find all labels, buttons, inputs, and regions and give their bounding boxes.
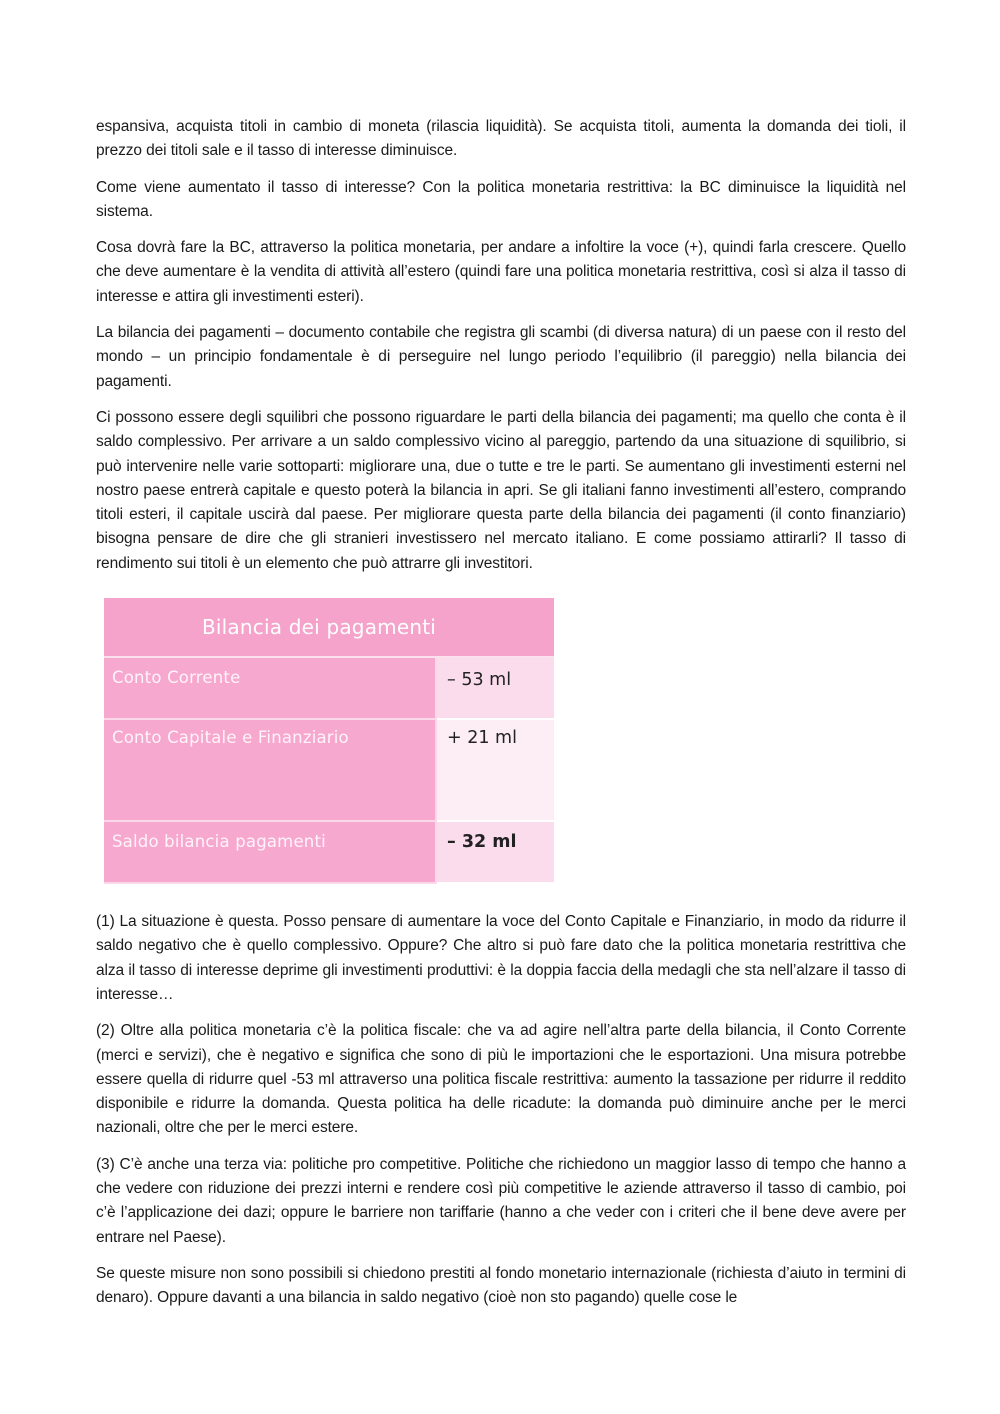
paragraph-1: espansiva, acquista titoli in cambio di moneta (rilascia liquidità). Se acquista titoli, aumenta la domanda dei tioli, il prezzo dei titoli sale e il tasso di interesse diminuisce.: [96, 118, 906, 160]
table-title: Bilancia dei pagamenti: [104, 598, 554, 657]
row-value-conto-corrente: – 53 ml: [436, 657, 554, 719]
table-row: [104, 821, 554, 883]
balance-of-payments-figure: [104, 598, 554, 884]
table-row: [104, 657, 554, 719]
row-label-conto-corrente: Conto Corrente: [104, 657, 436, 719]
paragraph-5: Ci possono essere degli squilibri che possono riguardare le parti della bilancia dei pagamenti; ma quello che conta è il saldo complessivo. Per arrivare a un saldo complessivo vicino al pareggio, partendo da una situazione di squilibrio, si può intervenire nelle varie sottoparti: migliorare una, due o tutte e tre le parti. Se aumentano gli investimenti esterni nel nostro paese entrerà capitale e questo poterà la bilancia in apri. Se gli italiani fanno investimenti all’estero, comprando titoli esteri, il capitale uscirà dal paese. Per migliorare questa parte della bilancia dei pagamenti (il conto finanziario) bisogna pensare de dire che gli stranieri investissero nel mercato italiano. E come possiamo attirarli? Il tasso di rendimento sui titoli è un elemento che può attrarre gli investitori.: [96, 408, 906, 572]
document-page: [96, 115, 906, 1323]
paragraph-4: La bilancia dei pagamenti – documento contabile che registra gli scambi (di diversa natura) di un paese con il resto del mondo – un principio fondamentale è di perseguire nel lungo periodo l’equilibrio (il pareggio) nella bilancia dei pagamenti.: [96, 324, 906, 390]
table-row: [104, 719, 554, 821]
paragraph-9: Se queste misure non sono possibili si chiedono prestiti al fondo monetario internazionale (richiesta d’aiuto in termini di denaro). Oppure davanti a una bilancia in saldo negativo (cioè non sto pagando) quelle cose le: [96, 1264, 906, 1307]
row-value-conto-capitale: + 21 ml: [436, 719, 554, 821]
paragraph-8: (3) C’è anche una terza via: politiche pro competitive. Politiche che richiedono un maggior lasso di tempo che hanno a che vedere con riduzione dei prezzi interni e rendere così più competitive le aziende attraverso il tasso di cambio, poi c’è l’applicazione dei dazi; oppure le barriere non tariffarie (hanno a che veder con i criteri che il bene deve avere per entrare nel Paese).: [96, 1155, 906, 1246]
paragraph-6: (1) La situazione è questa. Posso pensare di aumentare la voce del Conto Capitale e Finanziario, in modo da ridurre il saldo negativo che è quello complessivo. Oppure? Che altro si può fare dato che la politica monetaria restrittiva che alza il tasso di interesse deprime gli investimenti produttivi: è la doppia faccia della medagli che sta nell’alzare il tasso di interesse…: [96, 913, 906, 1003]
row-label-conto-capitale: Conto Capitale e Finanziario: [104, 719, 436, 821]
paragraph-2: Come viene aumentato il tasso di interesse? Con la politica monetaria restrittiva: la BC diminuisce la liquidità nel sistema.: [96, 178, 906, 220]
paragraph-7: (2) Oltre alla politica monetaria c’è la politica fiscale: che va ad agire nell’altra parte della bilancia, il Conto Corrente (merci e servizi), che è negativo e significa che sono di più le importazioni che le esportazioni. Una misura potrebbe essere quella di ridurre quel -53 ml attraverso una politica fiscale restrittiva: aumento la tassazione per ridurre il reddito disponibile e ridurre la domanda. Questa politica ha delle ricadute: la domanda può diminuire anche per le merci nazionali, oltre che per le merci estere.: [96, 1022, 906, 1137]
paragraph-3: Cosa dovrà fare la BC, attraverso la politica monetaria, per andare a infoltire la voce (+), quindi farla crescere. Quello che deve aumentare è la vendita di attività all’estero (quindi fare una politica monetaria restrittiva, così si alza il tasso di interesse e attira gli investimenti esteri).: [96, 239, 906, 305]
balance-of-payments-table: [104, 598, 554, 884]
row-value-saldo: – 32 ml: [436, 821, 554, 883]
row-label-saldo: Saldo bilancia pagamenti: [104, 821, 436, 883]
